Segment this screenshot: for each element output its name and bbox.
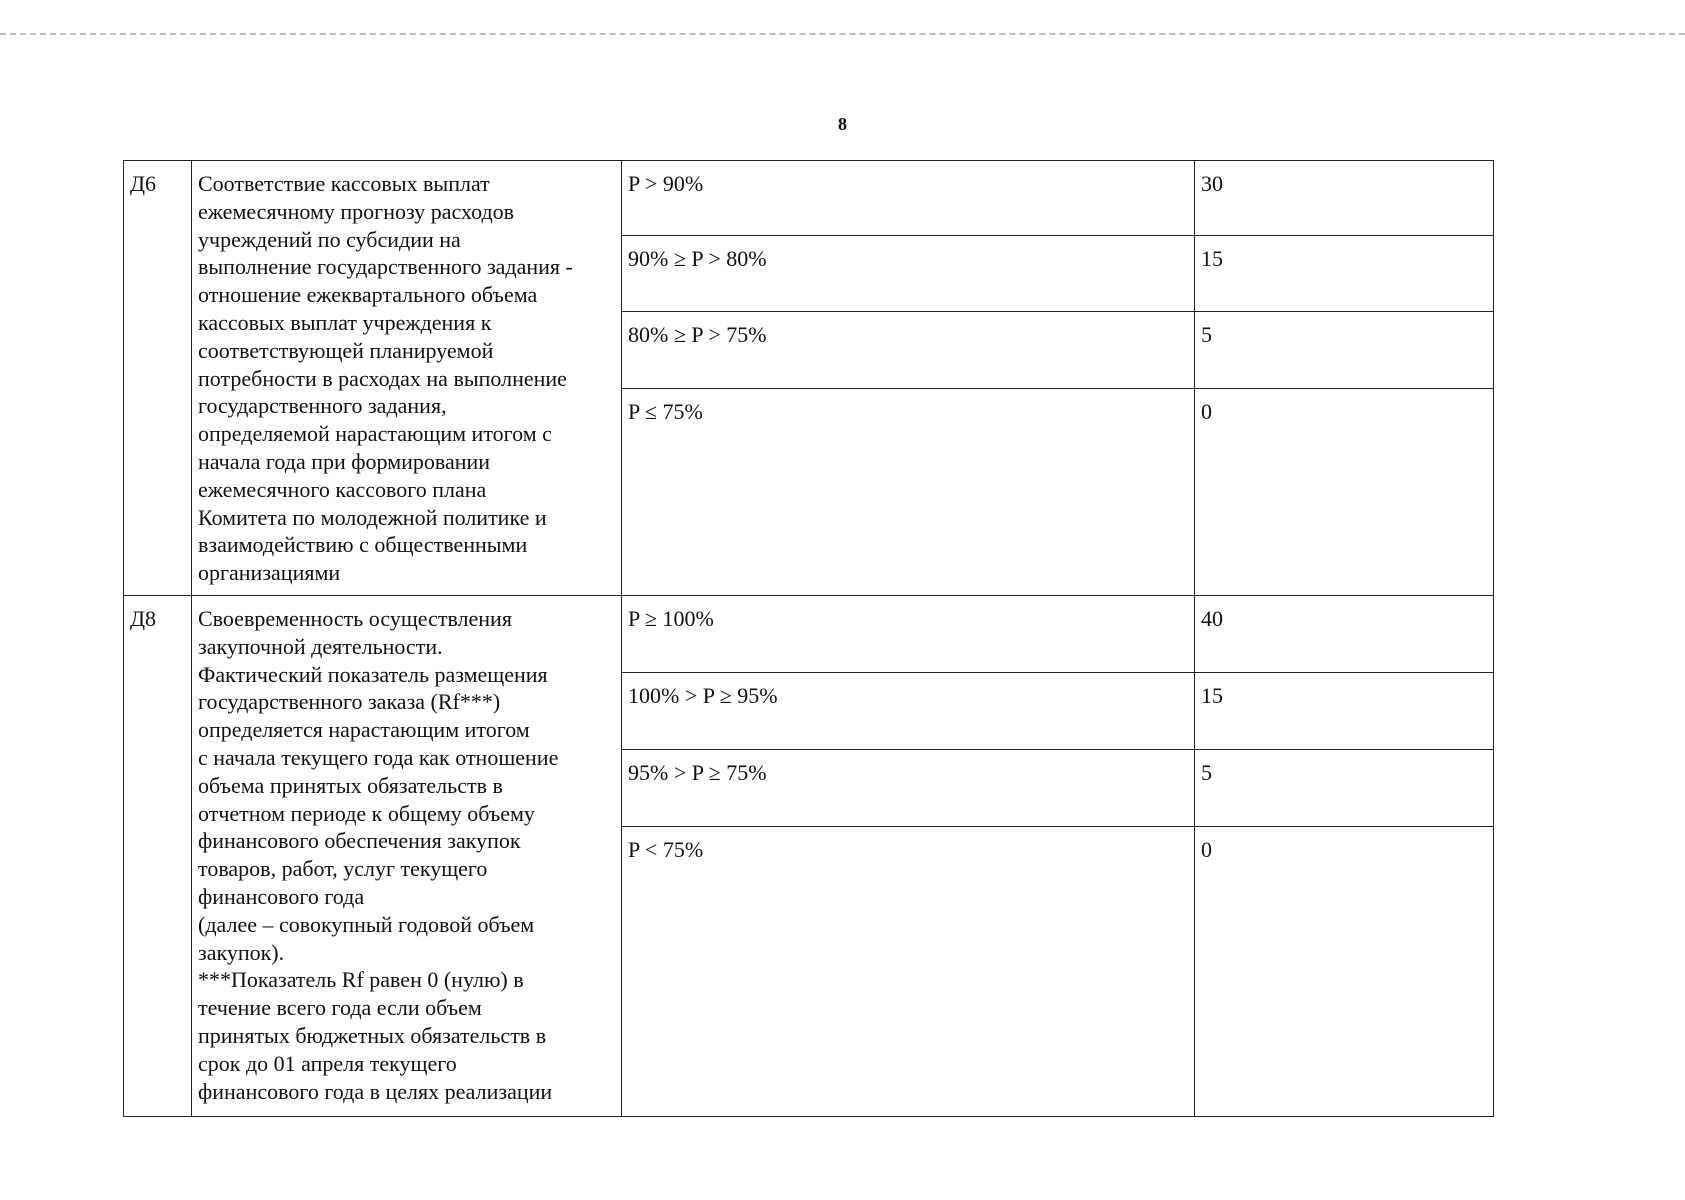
- condition-cell: P > 90%: [622, 161, 1195, 236]
- condition-cell: 90% ≥ P > 80%: [622, 236, 1195, 312]
- scan-edge-line: [0, 33, 1685, 35]
- points-cell: 5: [1195, 750, 1494, 827]
- table-row: [124, 161, 1494, 236]
- table-row: [124, 596, 1494, 673]
- criterion-description: [192, 161, 622, 596]
- criterion-description-text: Своевременность осуществления закупочной деятельности. Фактический показатель размещения государственного заказа (Rf***) определяется нарастающим итогом с начала текущего года как отношение объема принятых обязательств в отчетном периоде к общему объему финансового обеспечения закупок товаров, работ, услуг текущего финансового года (далее – совокупный годовой объем закупок). ***Показатель Rf равен 0 (нулю) в течение всего года если объем принятых бюджетных обязательств в срок до 01 апреля текущего финансового года в целях реализации: [198, 606, 559, 1104]
- condition-cell: P ≥ 100%: [622, 596, 1195, 673]
- criterion-code: Д6: [124, 161, 192, 596]
- points-cell: 0: [1195, 827, 1494, 1117]
- points-cell: 15: [1195, 236, 1494, 312]
- condition-cell: 80% ≥ P > 75%: [622, 312, 1195, 389]
- points-cell: 30: [1195, 161, 1494, 236]
- points-cell: 15: [1195, 673, 1494, 750]
- points-cell: 5: [1195, 312, 1494, 389]
- criteria-table: [123, 160, 1494, 1117]
- criterion-description: [192, 596, 622, 1117]
- criterion-description-text: Соответствие кассовых выплат ежемесячному прогнозу расходов учреждений по субсидии на выполнение государственного задания - отношение ежеквартального объема кассовых выплат учреждения к соответствующей планируемой потребности в расходах на выполнение государственного задания, определяемой нарастающим итогом с начала года при формировании ежемесячного кассового плана Комитета по молодежной политике и взаимодействию с общественными организациями: [198, 171, 573, 586]
- condition-cell: P ≤ 75%: [622, 389, 1195, 596]
- points-cell: 0: [1195, 389, 1494, 596]
- condition-cell: P < 75%: [622, 827, 1195, 1117]
- condition-cell: 100% > P ≥ 95%: [622, 673, 1195, 750]
- condition-cell: 95% > P ≥ 75%: [622, 750, 1195, 827]
- points-cell: 40: [1195, 596, 1494, 673]
- page-number: 8: [838, 114, 847, 134]
- criterion-code: Д8: [124, 596, 192, 1117]
